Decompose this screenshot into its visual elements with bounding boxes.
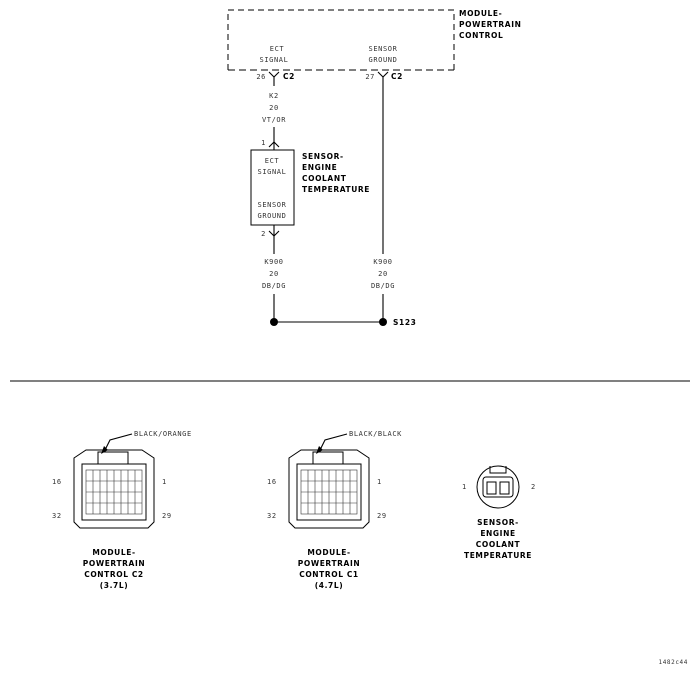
pcm-name-line-3: CONTROL xyxy=(459,31,504,40)
sensor-connector-pin-2: 2 xyxy=(531,483,536,491)
connector-c2-callout-arrow xyxy=(104,434,132,452)
connector-c2-caption-2: POWERTRAIN xyxy=(82,559,146,568)
pcm-pin-right-label-1: SENSOR xyxy=(368,45,398,53)
connector-c2-caption-3: CONTROL C2 xyxy=(84,570,144,579)
pcm-name-line-1: MODULE- xyxy=(459,9,503,18)
connector-c2-latch xyxy=(98,452,128,464)
pcm-pin-27-connector: C2 xyxy=(391,72,403,81)
sensor-connector-caption-2: ENGINE xyxy=(480,529,516,538)
pcm-pin-left-label-2: SIGNAL xyxy=(259,56,289,64)
sensor-pin-1-number: 1 xyxy=(261,139,266,147)
sensor-name-line-4: TEMPERATURE xyxy=(302,185,371,194)
splice-dot-right xyxy=(379,318,387,326)
wire-k900-left-circuit: K900 xyxy=(264,258,284,266)
sensor-name-line-2: ENGINE xyxy=(302,163,338,172)
splice-s123 xyxy=(270,318,416,327)
connector-c1-callout: BLACK/BLACK xyxy=(349,430,402,438)
sensor-label-bottom-1: SENSOR xyxy=(257,201,287,209)
pcm-module xyxy=(228,9,521,81)
wire-k900-left-gauge: 20 xyxy=(269,270,279,278)
pcm-pin-26-number: 26 xyxy=(256,73,266,81)
connector-pcm-c1 xyxy=(267,430,402,590)
sensor-connector-cavity-2 xyxy=(500,482,509,494)
pcm-pin-27-number: 27 xyxy=(365,73,375,81)
pcm-pin-left-label-1: ECT xyxy=(269,45,285,53)
connector-c2-cavities xyxy=(86,470,142,514)
connector-c1-caption-4: (4.7L) xyxy=(314,581,344,590)
sensor-connector-cavity-1 xyxy=(487,482,496,494)
wire-k900-right-circuit: K900 xyxy=(373,258,393,266)
sensor-label-top-1: ECT xyxy=(264,157,280,165)
wire-k900-right-gauge: 20 xyxy=(378,270,388,278)
sensor-connector-pin-1: 1 xyxy=(462,483,467,491)
wire-k2 xyxy=(262,77,286,142)
sensor-connector-caption-1: SENSOR- xyxy=(477,518,519,527)
connector-c1-pin-br: 29 xyxy=(377,512,387,520)
connector-c1-callout-arrow xyxy=(319,434,347,452)
sensor-name-line-3: COOLANT xyxy=(302,174,347,183)
connector-ect-sensor xyxy=(462,466,536,560)
connector-c2-callout: BLACK/ORANGE xyxy=(134,430,192,438)
connector-pcm-c2 xyxy=(52,430,192,590)
pcm-name-line-2: POWERTRAIN xyxy=(459,20,522,29)
sensor-label-bottom-2: GROUND xyxy=(257,212,287,220)
wire-k2-color: VT/OR xyxy=(261,116,287,124)
connector-c2-caption-1: MODULE- xyxy=(92,548,136,557)
ect-sensor xyxy=(251,139,370,238)
connector-c2-pin-br: 29 xyxy=(162,512,172,520)
splice-label: S123 xyxy=(393,318,417,327)
connector-c1-caption-3: CONTROL C1 xyxy=(299,570,359,579)
connector-c2-pin-tl: 16 xyxy=(52,478,62,486)
figure-id: 1482c44 xyxy=(658,659,688,666)
connector-c1-pin-tl: 16 xyxy=(267,478,277,486)
wire-k2-circuit: K2 xyxy=(269,92,279,100)
sensor-connector-caption-3: COOLANT xyxy=(475,540,521,549)
pcm-pin-26-connector: C2 xyxy=(283,72,295,81)
sensor-label-top-2: SIGNAL xyxy=(257,168,287,176)
connector-c1-latch xyxy=(313,452,343,464)
connector-c1-caption-1: MODULE- xyxy=(307,548,351,557)
connector-c1-caption-2: POWERTRAIN xyxy=(297,559,361,568)
connector-c1-pin-tr: 1 xyxy=(377,478,382,486)
connector-c1-pin-bl: 32 xyxy=(267,512,277,520)
wire-k900-left xyxy=(262,236,286,322)
wire-k900-right xyxy=(371,77,395,322)
wire-k2-gauge: 20 xyxy=(269,104,279,112)
sensor-name-line-1: SENSOR- xyxy=(302,152,344,161)
splice-dot-left xyxy=(270,318,278,326)
sensor-pin-2-number: 2 xyxy=(261,230,266,238)
connector-c2-pin-bl: 32 xyxy=(52,512,62,520)
connector-c1-cavities xyxy=(301,470,357,514)
connector-c2-caption-4: (3.7L) xyxy=(99,581,129,590)
pcm-pin-right-label-2: GROUND xyxy=(368,56,398,64)
wire-k900-right-color: DB/DG xyxy=(370,282,396,290)
connector-c2-pin-tr: 1 xyxy=(162,478,167,486)
pcm-pin-27-terminal xyxy=(378,72,388,77)
sensor-connector-caption-4: TEMPERATURE xyxy=(463,551,533,560)
wire-k900-left-color: DB/DG xyxy=(261,282,287,290)
pcm-pin-26-terminal xyxy=(269,72,279,77)
